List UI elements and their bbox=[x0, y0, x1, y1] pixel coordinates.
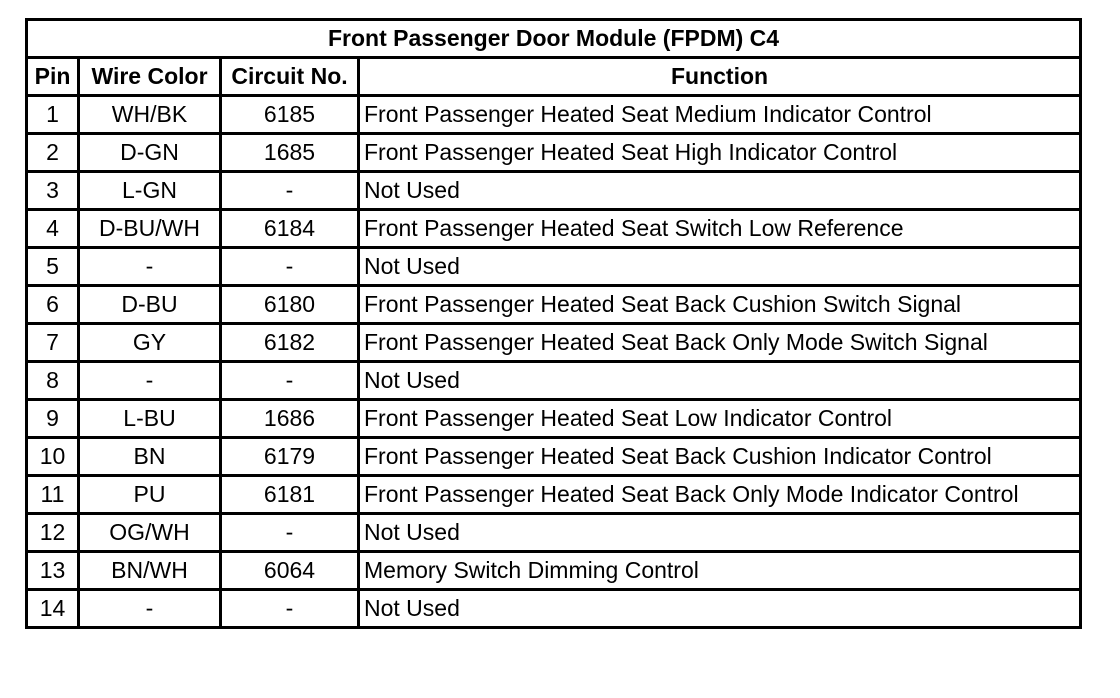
pin-cell: 13 bbox=[27, 552, 79, 590]
pin-cell: 2 bbox=[27, 134, 79, 172]
circuit-no-cell: 6179 bbox=[221, 438, 359, 476]
circuit-no-cell: - bbox=[221, 514, 359, 552]
wire-color-cell: BN/WH bbox=[79, 552, 221, 590]
wire-color-cell: OG/WH bbox=[79, 514, 221, 552]
table-row bbox=[27, 172, 1081, 210]
pin-cell: 8 bbox=[27, 362, 79, 400]
wire-color-cell: WH/BK bbox=[79, 96, 221, 134]
wire-color-cell: - bbox=[79, 248, 221, 286]
function-cell: Front Passenger Heated Seat High Indicator Control bbox=[359, 134, 1081, 172]
table-row bbox=[27, 96, 1081, 134]
wire-color-cell: PU bbox=[79, 476, 221, 514]
pin-cell: 1 bbox=[27, 96, 79, 134]
wire-color-cell: - bbox=[79, 362, 221, 400]
circuit-no-cell: 1685 bbox=[221, 134, 359, 172]
table-row bbox=[27, 476, 1081, 514]
header-function: Function bbox=[359, 58, 1081, 96]
pin-cell: 12 bbox=[27, 514, 79, 552]
pin-cell: 3 bbox=[27, 172, 79, 210]
function-cell: Front Passenger Heated Seat Back Cushion Switch Signal bbox=[359, 286, 1081, 324]
pin-cell: 7 bbox=[27, 324, 79, 362]
function-cell: Front Passenger Heated Seat Back Cushion Indicator Control bbox=[359, 438, 1081, 476]
table-row bbox=[27, 438, 1081, 476]
table-row bbox=[27, 400, 1081, 438]
circuit-no-cell: - bbox=[221, 248, 359, 286]
wire-color-cell: L-GN bbox=[79, 172, 221, 210]
function-cell: Not Used bbox=[359, 362, 1081, 400]
pin-cell: 5 bbox=[27, 248, 79, 286]
circuit-no-cell: 6181 bbox=[221, 476, 359, 514]
wire-color-cell: L-BU bbox=[79, 400, 221, 438]
header-wire-color: Wire Color bbox=[79, 58, 221, 96]
function-cell: Not Used bbox=[359, 590, 1081, 628]
circuit-no-cell: - bbox=[221, 362, 359, 400]
pin-cell: 11 bbox=[27, 476, 79, 514]
function-cell: Memory Switch Dimming Control bbox=[359, 552, 1081, 590]
table-row bbox=[27, 590, 1081, 628]
wire-color-cell: GY bbox=[79, 324, 221, 362]
pin-cell: 9 bbox=[27, 400, 79, 438]
header-circuit-no: Circuit No. bbox=[221, 58, 359, 96]
wire-color-cell: D-BU bbox=[79, 286, 221, 324]
table-row bbox=[27, 134, 1081, 172]
circuit-no-cell: 6185 bbox=[221, 96, 359, 134]
table-row bbox=[27, 248, 1081, 286]
table-row bbox=[27, 324, 1081, 362]
header-pin: Pin bbox=[27, 58, 79, 96]
wire-color-cell: - bbox=[79, 590, 221, 628]
table-row bbox=[27, 552, 1081, 590]
circuit-no-cell: 6184 bbox=[221, 210, 359, 248]
pin-cell: 10 bbox=[27, 438, 79, 476]
function-cell: Front Passenger Heated Seat Back Only Mode Switch Signal bbox=[359, 324, 1081, 362]
circuit-no-cell: - bbox=[221, 172, 359, 210]
circuit-no-cell: - bbox=[221, 590, 359, 628]
table-row bbox=[27, 514, 1081, 552]
table-body bbox=[27, 96, 1081, 628]
pin-cell: 14 bbox=[27, 590, 79, 628]
function-cell: Front Passenger Heated Seat Medium Indicator Control bbox=[359, 96, 1081, 134]
function-cell: Not Used bbox=[359, 248, 1081, 286]
table-title-row bbox=[27, 20, 1081, 58]
table-title: Front Passenger Door Module (FPDM) C4 bbox=[27, 20, 1081, 58]
table-row bbox=[27, 210, 1081, 248]
circuit-no-cell: 6064 bbox=[221, 552, 359, 590]
function-cell: Front Passenger Heated Seat Switch Low Reference bbox=[359, 210, 1081, 248]
circuit-no-cell: 1686 bbox=[221, 400, 359, 438]
function-cell: Front Passenger Heated Seat Back Only Mode Indicator Control bbox=[359, 476, 1081, 514]
wire-color-cell: D-BU/WH bbox=[79, 210, 221, 248]
wire-color-cell: D-GN bbox=[79, 134, 221, 172]
table-row bbox=[27, 286, 1081, 324]
function-cell: Not Used bbox=[359, 172, 1081, 210]
connector-pinout-table bbox=[25, 18, 1082, 629]
function-cell: Not Used bbox=[359, 514, 1081, 552]
circuit-no-cell: 6180 bbox=[221, 286, 359, 324]
table-header-row bbox=[27, 58, 1081, 96]
wire-color-cell: BN bbox=[79, 438, 221, 476]
table-row bbox=[27, 362, 1081, 400]
circuit-no-cell: 6182 bbox=[221, 324, 359, 362]
pin-cell: 4 bbox=[27, 210, 79, 248]
function-cell: Front Passenger Heated Seat Low Indicator Control bbox=[359, 400, 1081, 438]
pin-cell: 6 bbox=[27, 286, 79, 324]
